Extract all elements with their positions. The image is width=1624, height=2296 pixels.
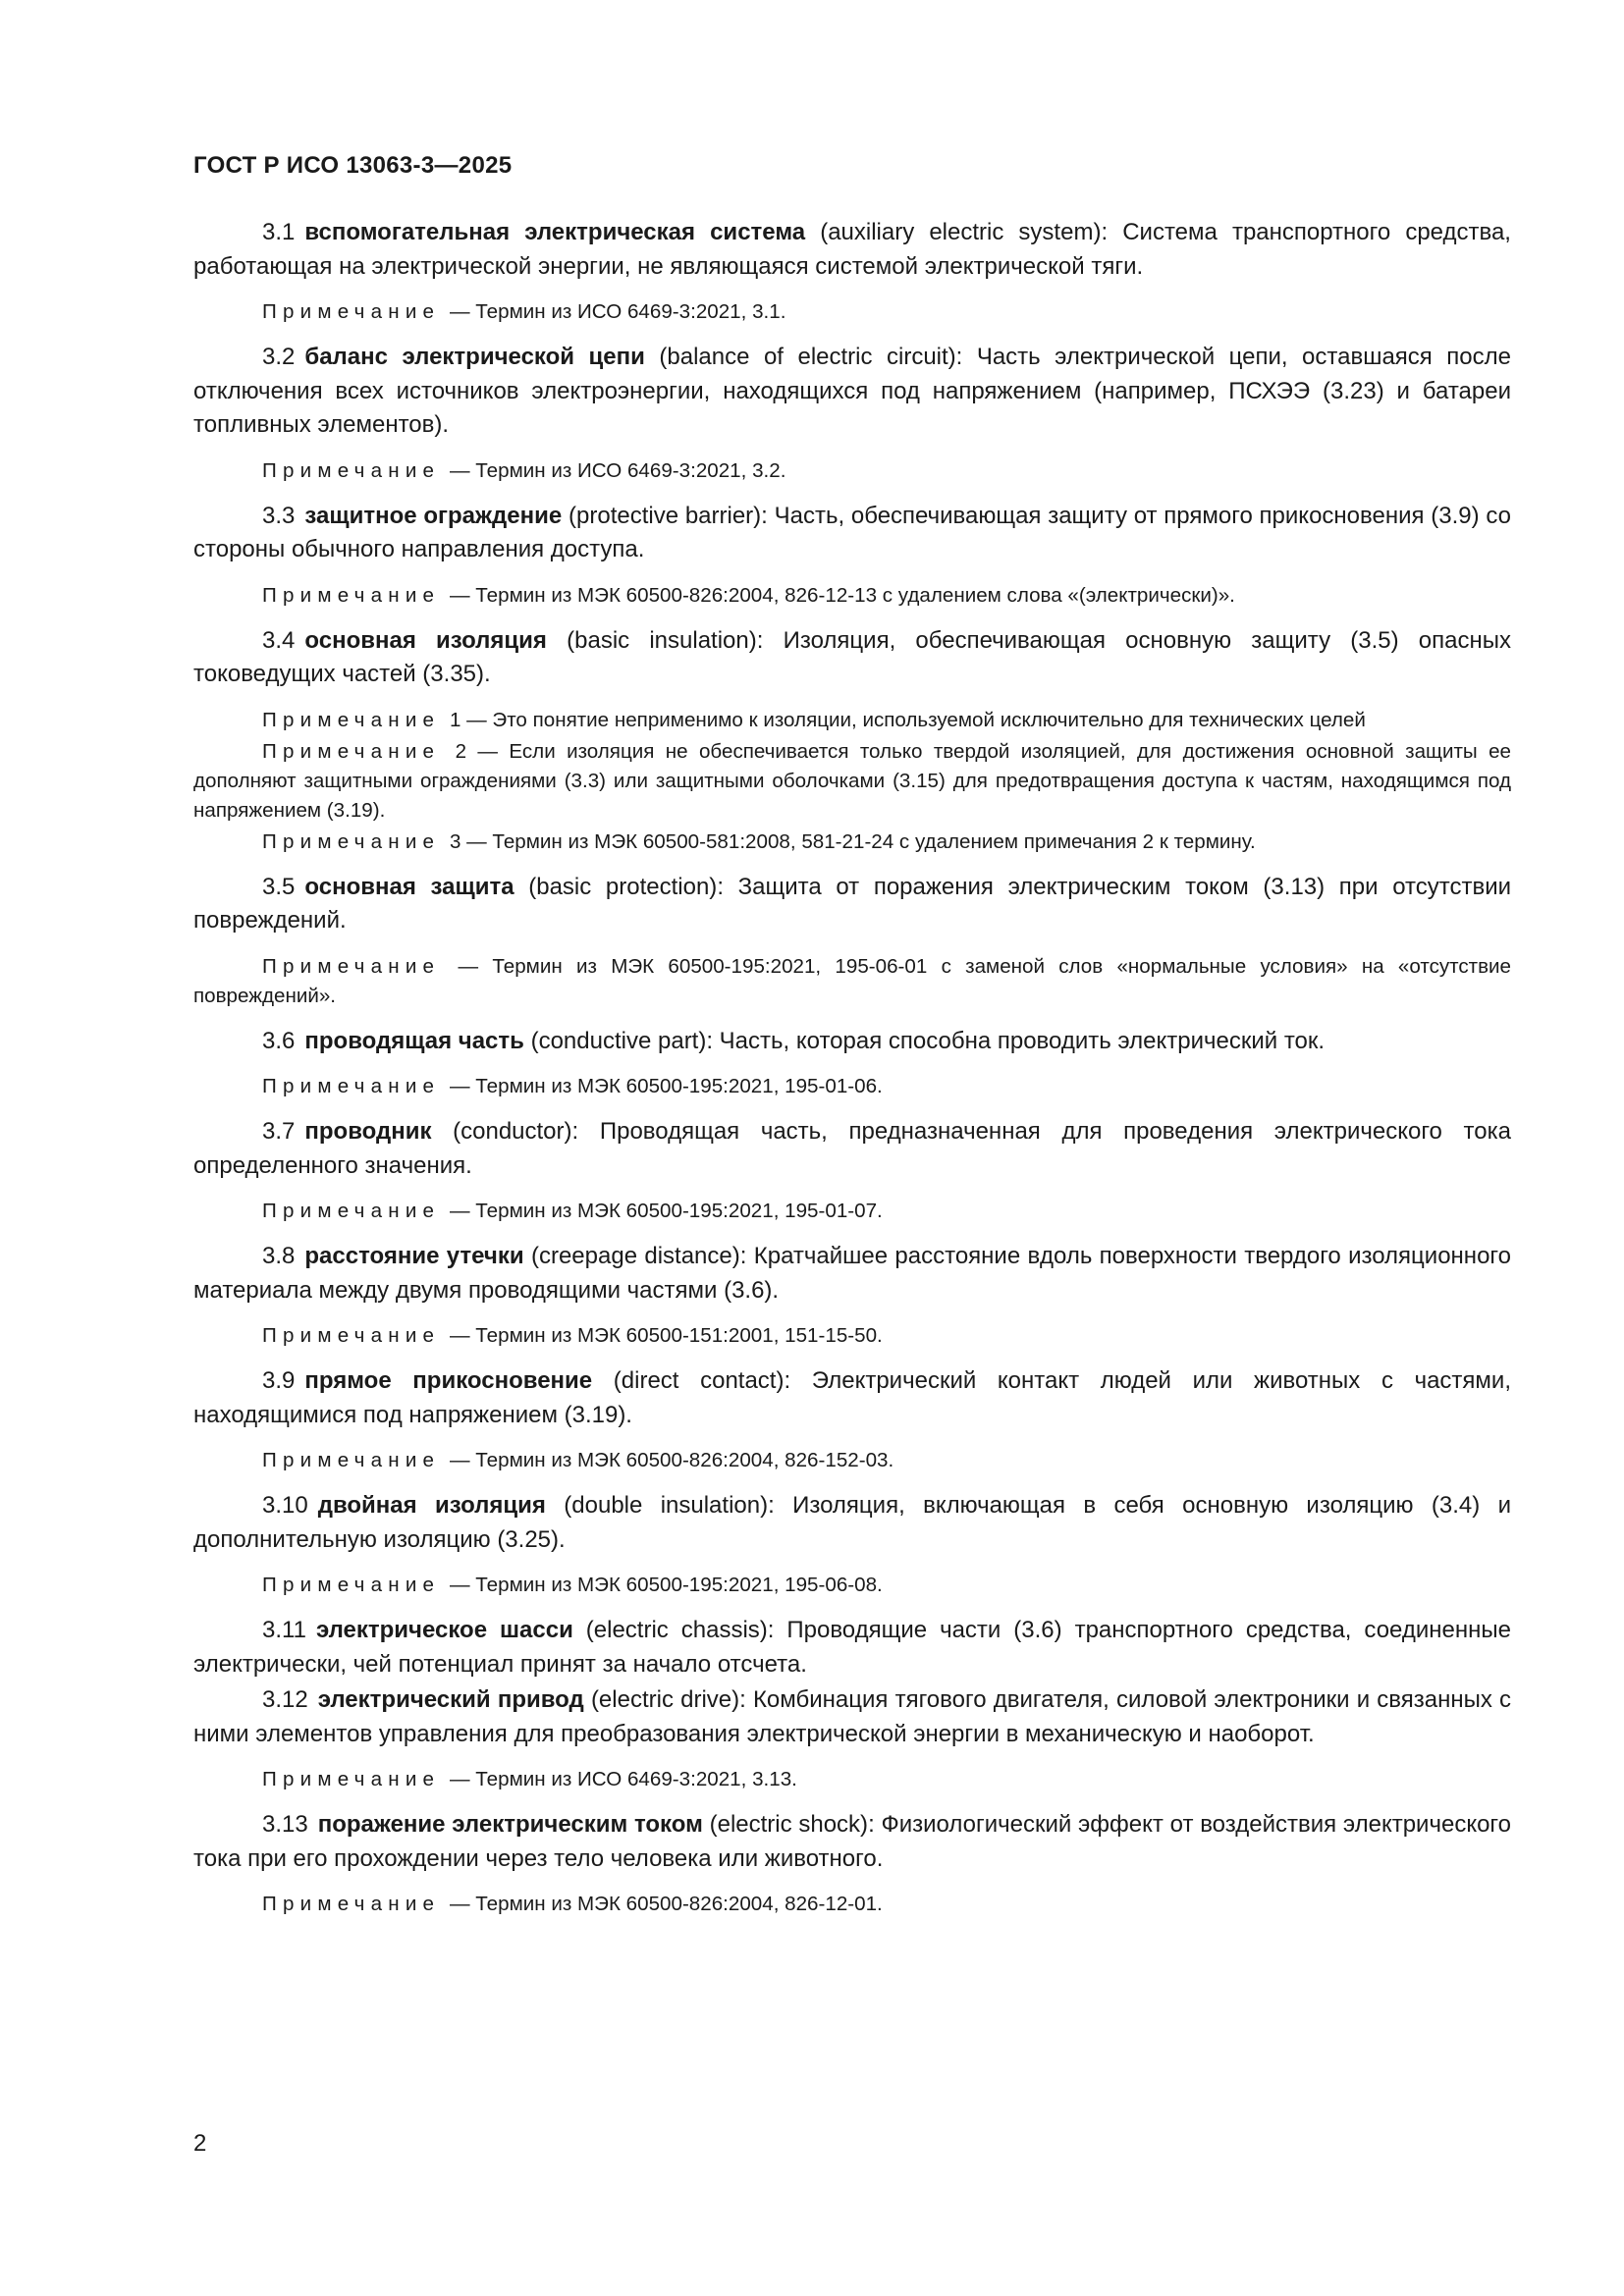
term-name: электрическое шасси [315, 1617, 573, 1643]
term-english: (electric chassis) [585, 1617, 768, 1643]
document-header: ГОСТ Р ИСО 13063-3—2025 [193, 152, 513, 179]
term-english: (double insulation) [564, 1492, 769, 1519]
term-entry [193, 216, 1511, 284]
note-text: — Термин из ИСО 6469-3:2021, 3.13. [449, 1768, 797, 1790]
term-note [193, 1571, 1511, 1600]
term-entry [193, 624, 1511, 692]
note-text: — Термин из ИСО 6469-3:2021, 3.2. [449, 458, 786, 482]
term-entry [193, 1025, 1511, 1059]
term-note [193, 297, 1511, 327]
term-entry [193, 341, 1511, 443]
term-note [193, 1446, 1511, 1475]
term-number: 3.7 [262, 1118, 296, 1145]
term-definition: : Физиологический эффект от воздействия электрического тока при его прохождении через тело человека или животного. [193, 1811, 1512, 1872]
term-name: электрический привод [317, 1686, 584, 1713]
term-english: (conductor) [453, 1118, 572, 1145]
term-english: (balance of electric circuit) [659, 344, 956, 370]
term-english: (electric drive) [590, 1686, 740, 1713]
note-text: — Термин из МЭК 60500-195:2021, 195-06-01 с заменой слов «нормальные условия» на «отсутствие повреждений». [193, 954, 1511, 1007]
term-definition: : Кратчайшее расстояние вдоль поверхности твердого изоляционного материала между двумя проводящими частями (3.6). [193, 1243, 1511, 1304]
term-name: проводник [304, 1118, 432, 1145]
term-note [193, 1072, 1511, 1101]
note-label: Примечание [262, 1449, 441, 1471]
term-entry [193, 1240, 1511, 1308]
note-label: Примечание [262, 739, 441, 763]
note-label: Примечание [262, 300, 441, 323]
term-entry [193, 871, 1511, 938]
term-definition: : Часть электрической цепи, оставшаяся после отключения всех источников электроэнергии, находящихся под напряжением (например, ПСХЭЭ (3.23) и батареи топливных элементов). [193, 344, 1512, 438]
term-definition: : Система транспортного средства, работающая на электрической энергии, не являющаяся системой электрической тяги. [193, 219, 1511, 280]
term-entry [193, 1683, 1511, 1751]
term-note [193, 737, 1511, 826]
note-text: — Термин из МЭК 60500-826:2004, 826-12-13 с удалением слова «(электрически)». [449, 583, 1235, 607]
term-entry [193, 1364, 1511, 1432]
term-name: основная изоляция [304, 626, 547, 654]
term-english: (protective barrier) [568, 502, 762, 529]
term-number: 3.2 [262, 344, 296, 370]
note-text: — Термин из МЭК 60500-826:2004, 826-152-03. [449, 1449, 894, 1471]
term-entry [193, 1115, 1511, 1183]
term-definition: : Часть, которая способна проводить электрический ток. [706, 1027, 1326, 1054]
note-text: 3 — Термин из МЭК 60500-581:2008, 581-21-24 с удалением примечания 2 к термину. [449, 829, 1256, 853]
term-number: 3.8 [262, 1243, 296, 1269]
term-note [193, 706, 1511, 735]
term-name: основная защита [304, 873, 514, 900]
term-definition: : Изоляция, включающая в себя основную изоляцию (3.4) и дополнительную изоляцию (3.25). [193, 1492, 1512, 1553]
term-note [193, 828, 1511, 857]
term-definition: : Комбинация тягового двигателя, силовой электроники и связанных с ними элементов управления для преобразования электрической энергии в механическую и наоборот. [193, 1686, 1512, 1747]
term-note [193, 1321, 1511, 1351]
note-label: Примечание [262, 829, 441, 853]
term-number: 3.11 [262, 1617, 306, 1643]
term-definition: : Часть, обеспечивающая защиту от прямого прикосновения (3.9) со стороны обычного направления доступа. [193, 502, 1512, 562]
note-label: Примечание [262, 1200, 441, 1222]
term-note [193, 456, 1511, 486]
term-note [193, 952, 1511, 1011]
note-text: — Термин из МЭК 60500-151:2001, 151-15-50. [449, 1324, 883, 1347]
note-text: 2 — Если изоляция не обеспечивается только твердой изоляцией, для достижения основной защиты ее дополняют защитными ограждениями (3.3) или защитными оболочками (3.15) для предотвращения доступа к частям, находящимся под напряжением (3.19). [193, 739, 1511, 822]
note-text: — Термин из ИСО 6469-3:2021, 3.1. [449, 300, 786, 323]
term-entry [193, 1489, 1511, 1557]
note-text: — Термин из МЭК 60500-195:2021, 195-06-08. [449, 1574, 883, 1596]
term-note [193, 581, 1511, 611]
term-definition: : Проводящие части (3.6) транспортного средства, соединенные электрически, чей потенциал принят за начало отсчета. [193, 1617, 1511, 1678]
note-label: Примечание [262, 583, 441, 607]
term-english: (electric shock) [709, 1811, 869, 1838]
term-name: расстояние утечки [304, 1243, 524, 1269]
term-english: (direct contact) [613, 1367, 785, 1394]
term-name: проводящая часть [304, 1027, 524, 1054]
term-name: защитное ограждение [304, 502, 563, 529]
term-english: (creepage distance) [530, 1243, 740, 1269]
term-english: (conductive part) [530, 1027, 707, 1054]
note-label: Примечание [262, 1768, 441, 1790]
term-english: (basic insulation) [567, 626, 757, 654]
note-label: Примечание [262, 1324, 441, 1347]
term-name: вспомогательная электрическая система [304, 219, 806, 245]
term-number: 3.1 [262, 219, 296, 245]
term-definition: : Защита от поражения электрическим током (3.13) при отсутствии повреждений. [193, 873, 1512, 934]
note-text: — Термин из МЭК 60500-826:2004, 826-12-01. [449, 1893, 883, 1915]
note-text: — Термин из МЭК 60500-195:2021, 195-01-06. [449, 1075, 883, 1097]
term-number: 3.6 [262, 1027, 296, 1054]
term-number: 3.9 [262, 1367, 296, 1394]
term-english: (basic protection) [528, 873, 718, 900]
note-label: Примечание [262, 458, 441, 482]
term-number: 3.3 [262, 502, 296, 529]
term-note [193, 1765, 1511, 1794]
term-name: прямое прикосновение [304, 1367, 593, 1394]
note-text: — Термин из МЭК 60500-195:2021, 195-01-07. [449, 1200, 883, 1222]
term-note [193, 1890, 1511, 1919]
note-label: Примечание [262, 1075, 441, 1097]
term-entry [193, 500, 1511, 567]
term-english: (auxiliary electric system) [820, 219, 1102, 245]
note-label: Примечание [262, 708, 441, 731]
term-number: 3.5 [262, 873, 296, 900]
term-entry [193, 1808, 1511, 1876]
term-definition: : Электрический контакт людей или животных с частями, находящимися под напряжением (3.19). [193, 1367, 1511, 1428]
term-name: баланс электрической цепи [304, 344, 645, 370]
term-number: 3.13 [262, 1811, 308, 1838]
term-entry [193, 1614, 1511, 1682]
note-label: Примечание [262, 1574, 441, 1596]
term-number: 3.12 [262, 1686, 308, 1713]
term-name: поражение электрическим током [317, 1811, 703, 1838]
note-label: Примечание [262, 954, 441, 978]
term-definition: : Изоляция, обеспечивающая основную защиту (3.5) опасных токоведущих частей (3.35). [193, 626, 1512, 687]
term-number: 3.4 [262, 626, 296, 654]
term-number: 3.10 [262, 1492, 308, 1519]
term-definition: : Проводящая часть, предназначенная для проведения электрического тока определенного значения. [193, 1118, 1511, 1179]
page-number: 2 [193, 2130, 207, 2157]
terms-content [193, 216, 1511, 1933]
term-note [193, 1197, 1511, 1226]
note-label: Примечание [262, 1893, 441, 1915]
term-name: двойная изоляция [317, 1492, 546, 1519]
note-text: 1 — Это понятие неприменимо к изоляции, используемой исключительно для технических целей [449, 708, 1366, 731]
